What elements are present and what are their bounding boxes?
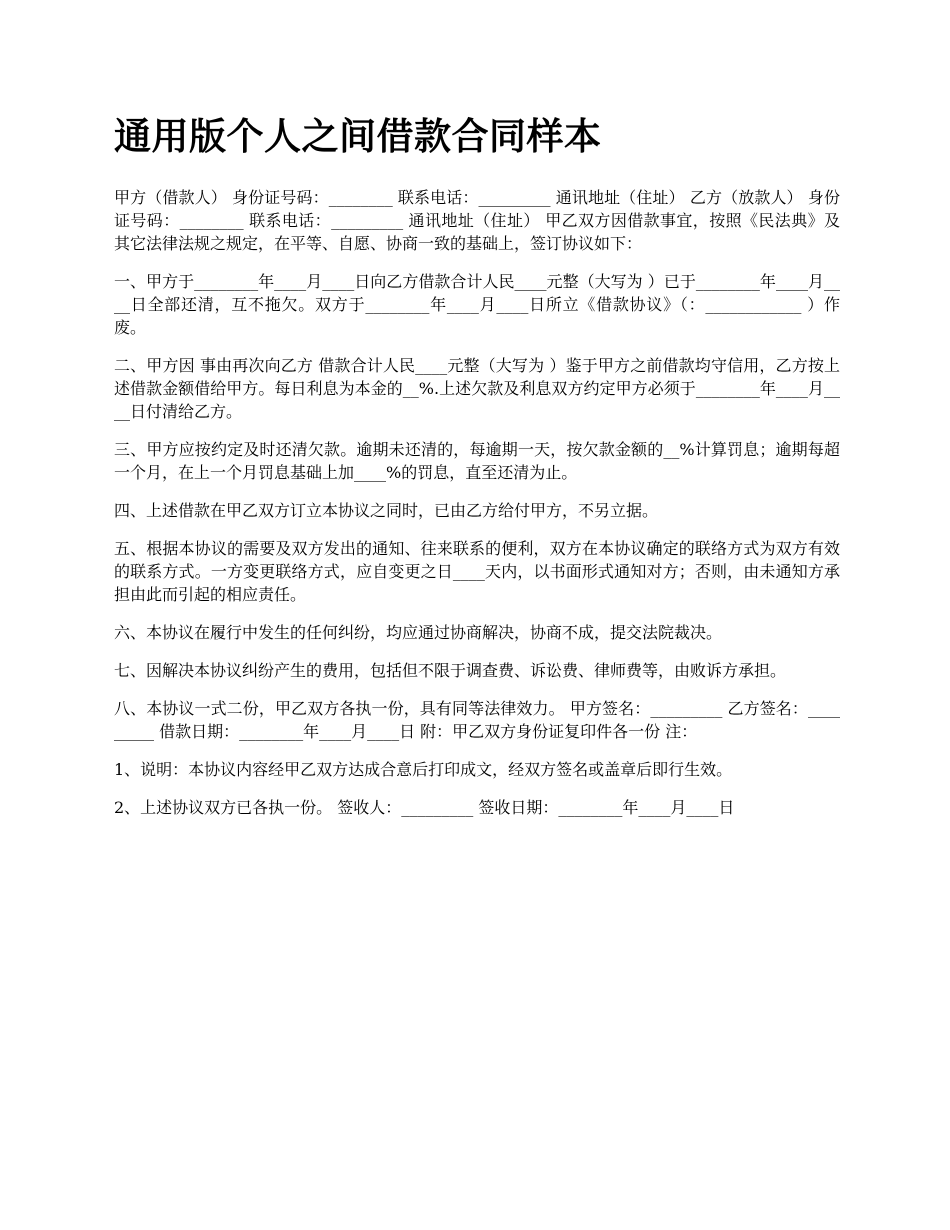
document-title: 通用版个人之间借款合同样本 xyxy=(114,115,602,158)
paragraph-clause-8: 八、本协议一式二份，甲乙双方各执一份，具有同等法律效力。 甲方签名：_________ 乙方签名：_________ 借款日期：________年____月____日 附：甲乙双方身份证复印件各一份 注： xyxy=(114,699,840,741)
paragraph-clause-2: 二、甲方因 事由再次向乙方 借款合计人民____元整（大写为 ）鉴于甲方之前借款均守信用，乙方按上述借款金额借给甲方。每日利息为本金的__%.上述欠款及利息双方约定甲方必须于________年____月____日付清给乙方。 xyxy=(114,356,840,421)
paragraph-clause-4: 四、上述借款在甲乙双方订立本协议之同时，已由乙方给付甲方，不另立据。 xyxy=(114,501,659,520)
paragraph-parties: 甲方（借款人） 身份证号码：________ 联系电话：_________ 通讯地址（住址） 乙方（放款人） 身份证号码：________ 联系电话：_________ 通讯地址（住址） 甲乙双方因借款事宜，按照《民法典》及其它法律法规之规定，在平等、自愿、协商一致的基础上，签订协议如下： xyxy=(114,188,840,253)
paragraph-note-2: 2、上述协议双方已各执一份。 签收人：_________ 签收日期：________年____月____日 xyxy=(114,798,735,817)
paragraph-clause-3: 三、甲方应按约定及时还清欠款。逾期未还清的，每逾期一天，按欠款金额的__%计算罚息；逾期每超一个月，在上一个月罚息基础上加____%的罚息，直至还清为止。 xyxy=(114,440,840,482)
paragraph-note-1: 1、说明：本协议内容经甲乙双方达成合意后打印成文，经双方签名或盖章后即行生效。 xyxy=(114,760,733,779)
paragraph-clause-7: 七、因解决本协议纠纷产生的费用，包括但不限于调查费、诉讼费、律师费等，由败诉方承担。 xyxy=(114,661,787,680)
document-page xyxy=(114,112,840,834)
paragraph-clause-5: 五、根据本协议的需要及双方发出的通知、往来联系的便利，双方在本协议确定的联络方式为双方有效的联系方式。一方变更联络方式，应自变更之日____天内，以书面形式通知对方；否则，由未通知方承担由此而引起的相应责任。 xyxy=(114,539,840,604)
paragraph-clause-6: 六、本协议在履行中发生的任何纠纷，均应通过协商解决，协商不成，提交法院裁决。 xyxy=(114,623,723,642)
paragraph-clause-1: 一、甲方于________年____月____日向乙方借款合计人民____元整（大写为 ）已于________年____月____日全部还清，互不拖欠。双方于________年____月____日所立《借款协议》（：____________ ）作废。 xyxy=(114,272,840,337)
